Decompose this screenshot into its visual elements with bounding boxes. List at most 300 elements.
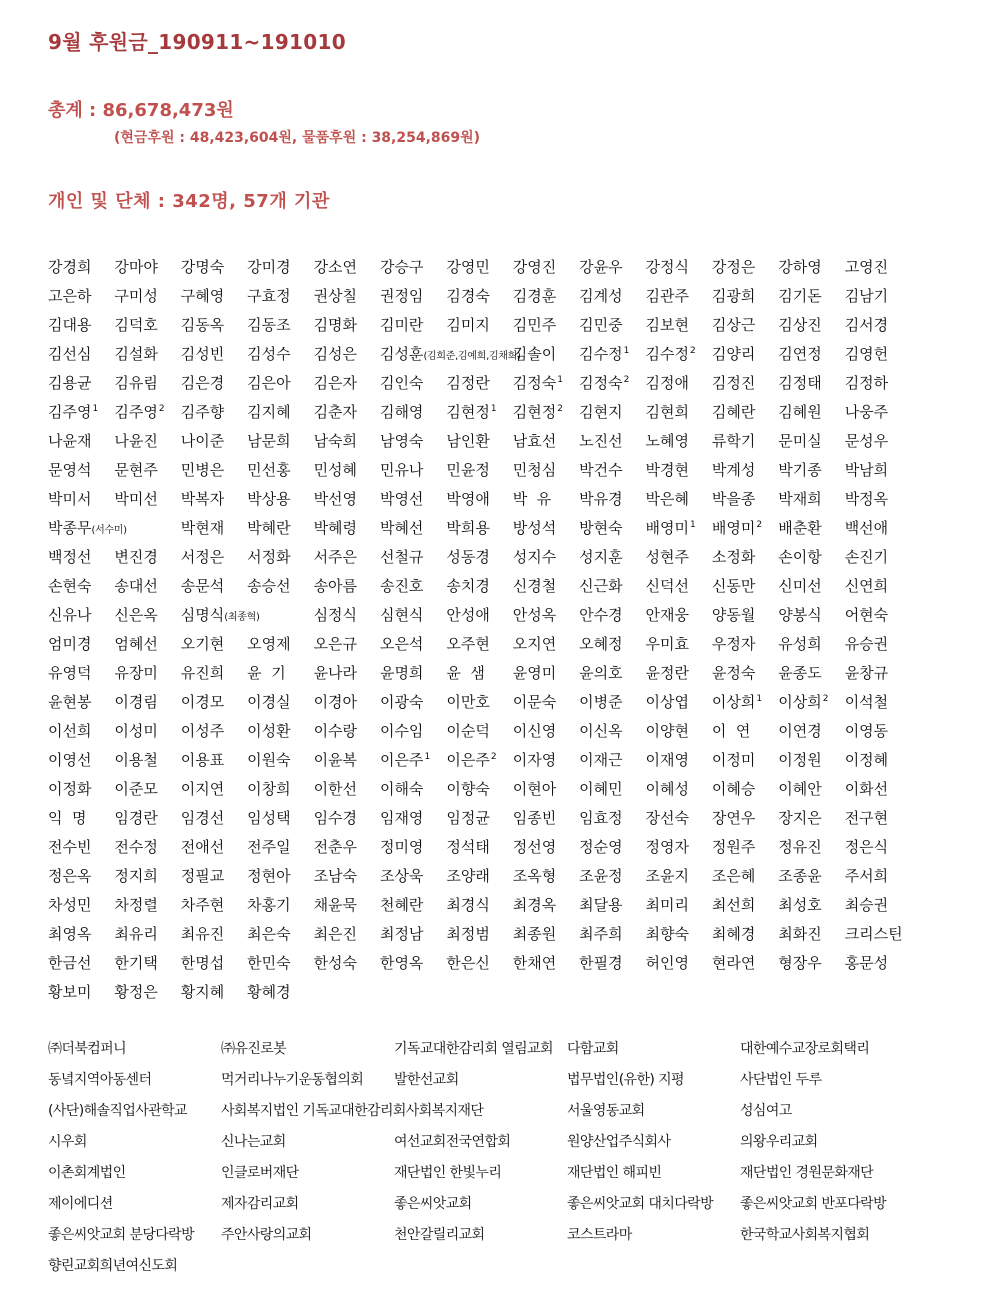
donor-name-text: 민유나 [379, 461, 424, 479]
donor-name-text: 이화선 [844, 780, 889, 798]
donor-name-text: 남숙희 [313, 432, 358, 450]
donor-name [181, 514, 247, 543]
donor-name [646, 427, 712, 456]
donor-name-text: 박선영 [313, 490, 358, 508]
donor-name-text: 정영자 [645, 838, 689, 856]
donor-name [314, 659, 380, 688]
donor-name-text: 임경란 [114, 809, 158, 827]
donor-name [380, 253, 446, 282]
donor-name [513, 601, 579, 630]
donor-name [446, 398, 512, 427]
donor-name-text: 김성수 [247, 345, 291, 363]
donor-name-text: 전애선 [180, 838, 225, 856]
donor-name [380, 601, 446, 630]
donor-name [181, 717, 247, 746]
donor-name-text: 손현숙 [48, 577, 92, 595]
donor-name-text: 박영애 [446, 490, 490, 508]
donor-name-text: 조남숙 [313, 867, 358, 885]
donor-name-text: 강미경 [247, 258, 291, 276]
donor-name [114, 398, 180, 427]
donor-name-text: 김상진 [778, 316, 822, 334]
donor-index: 2 [756, 520, 763, 530]
donor-name [114, 282, 180, 311]
organization-name: 동녘지역아동센터 [48, 1072, 152, 1088]
donor-name-text: 김용균 [48, 374, 92, 392]
donor-name [314, 949, 380, 978]
donor-name-text: 김주영 [114, 403, 158, 421]
donor-name-text: 장지은 [778, 809, 822, 827]
donor-index: 1 [557, 375, 563, 385]
donor-name [114, 630, 180, 659]
donor-name-text: 구효정 [247, 287, 291, 305]
donor-name [513, 369, 579, 398]
donor-name [646, 746, 712, 775]
organization-name: 대한예수교장로회택리 [740, 1041, 870, 1057]
donor-name-text: 김춘자 [313, 403, 358, 421]
donor-name-text: 최승권 [844, 896, 889, 914]
donor-name-text: 천혜란 [379, 896, 424, 914]
donor-name-text: 강명숙 [180, 258, 225, 276]
donor-name [778, 282, 844, 311]
donor-name-text: 성지훈 [579, 548, 623, 566]
donor-name [646, 833, 712, 862]
donor-name-text: 이자영 [512, 751, 557, 769]
donor-name [181, 572, 247, 601]
donor-name [712, 688, 778, 717]
donor-name-text: 강정식 [645, 258, 689, 276]
donor-name-text: 박재희 [778, 490, 822, 508]
donor-name [114, 369, 180, 398]
donor-name [778, 369, 844, 398]
donor-name [114, 920, 180, 949]
donor-name-text: 강소연 [313, 258, 358, 276]
donor-name [778, 514, 844, 543]
donor-name-text: 이원숙 [247, 751, 291, 769]
donor-name [845, 282, 911, 311]
donor-name-text: 배춘환 [778, 519, 822, 537]
donor-name-text: 김정진 [711, 374, 756, 392]
donor-name [778, 601, 844, 630]
donor-name [247, 311, 313, 340]
donor-name-text: 김덕호 [114, 316, 158, 334]
donor-name-text: 박정옥 [844, 490, 889, 508]
donor-name-text: 박종무 [48, 519, 92, 537]
donor-name [446, 543, 512, 572]
donor-name-text: 한성숙 [313, 954, 358, 972]
organization-name: 발한선교회 [394, 1072, 459, 1088]
donor-name-text: 고영진 [844, 258, 889, 276]
donor-name-text: 강경희 [48, 258, 92, 276]
donor-name [778, 949, 844, 978]
donor-name [845, 543, 911, 572]
organization-name: 기독교대한감리회 열림교회 [394, 1041, 553, 1057]
donor-name [247, 688, 313, 717]
donor-name-text: 조옥형 [512, 867, 557, 885]
donor-name [247, 282, 313, 311]
donor-name [579, 485, 645, 514]
donor-name-text: 나윤진 [114, 432, 158, 450]
donor-name-text: 안성애 [446, 606, 490, 624]
donor-name-text: 최경식 [446, 896, 490, 914]
donor-name [845, 775, 911, 804]
donor-name-text: 김해영 [379, 403, 424, 421]
donor-name [114, 253, 180, 282]
donor-name [712, 543, 778, 572]
donor-name [712, 340, 778, 369]
donor-name-text: 김정란 [446, 374, 490, 392]
donor-name [579, 833, 645, 862]
donor-name [513, 543, 579, 572]
donor-name [845, 862, 911, 891]
donor-name-text: 이성주 [180, 722, 225, 740]
organization-name: 시우회 [48, 1134, 87, 1150]
donor-name [114, 891, 180, 920]
donor-name-text: 엄미경 [48, 635, 92, 653]
donor-name [446, 688, 512, 717]
donor-name [314, 717, 380, 746]
donor-name-text: 이영선 [48, 751, 92, 769]
donor-name-text: 안수경 [579, 606, 623, 624]
donor-name [48, 775, 114, 804]
donor-name [712, 369, 778, 398]
donor-name-text: 이선희 [48, 722, 92, 740]
donor-name [114, 311, 180, 340]
donor-name-text: 이성미 [114, 722, 158, 740]
donor-name-text: 임성택 [247, 809, 291, 827]
donor-name-text: 김주향 [180, 403, 225, 421]
donor-name [579, 398, 645, 427]
donor-name [579, 804, 645, 833]
donor-name [380, 688, 446, 717]
donor-name [513, 862, 579, 891]
donor-name [114, 949, 180, 978]
donor-name-text: 조상욱 [379, 867, 424, 885]
donor-name-text: 윤정란 [645, 664, 689, 682]
donor-name-text: 최경옥 [512, 896, 557, 914]
donor-name-text: 유성희 [778, 635, 822, 653]
donor-name-text: 김민주 [512, 316, 557, 334]
donor-name [446, 659, 512, 688]
donor-name-text: 성동경 [446, 548, 490, 566]
donor-name [247, 456, 313, 485]
donor-name-text: 신연희 [844, 577, 889, 595]
donor-name [114, 659, 180, 688]
donor-name-text: 나윤재 [48, 432, 92, 450]
donor-name-text: 박복자 [180, 490, 225, 508]
donor-name [181, 543, 247, 572]
donor-name-text: 최정남 [379, 925, 424, 943]
donor-name-text: 이향숙 [446, 780, 490, 798]
donor-name [380, 949, 446, 978]
donor-name [48, 398, 114, 427]
donor-name [48, 282, 114, 311]
donor-name [778, 804, 844, 833]
donor-name-text: 송승선 [247, 577, 291, 595]
donor-name [712, 572, 778, 601]
donor-name [181, 369, 247, 398]
donor-name [446, 311, 512, 340]
donor-name-text: 유진희 [180, 664, 225, 682]
donor-name-text: 구혜영 [180, 287, 225, 305]
donor-index: 2 [690, 346, 696, 356]
donor-name [181, 775, 247, 804]
organization-name: 재단법인 경원문화재단 [740, 1165, 874, 1181]
donor-name-text: 오지연 [512, 635, 557, 653]
donor-name-text: 김동조 [247, 316, 291, 334]
donor-note: (서수미) [91, 525, 127, 536]
donor-name [48, 978, 114, 1007]
organization-name: 사회복지법인 기독교대한감리회사회복지재단 [221, 1103, 484, 1119]
donor-name-text: 김동옥 [180, 316, 225, 334]
donor-name-text: 전춘우 [313, 838, 358, 856]
donor-name [646, 311, 712, 340]
donor-name [579, 282, 645, 311]
donor-name-text: 류학기 [711, 432, 756, 450]
donor-name [446, 891, 512, 920]
donor-name-text: 정미영 [379, 838, 424, 856]
donor-name [513, 833, 579, 862]
donor-name [513, 398, 579, 427]
donor-name [579, 311, 645, 340]
donor-name [181, 804, 247, 833]
donor-name-text: 한채연 [512, 954, 557, 972]
donor-name-text: 김성빈 [180, 345, 225, 363]
donor-name [247, 717, 313, 746]
donor-name [380, 891, 446, 920]
donor-name [513, 514, 579, 543]
donor-name [446, 775, 512, 804]
donor-name [646, 804, 712, 833]
organization-name: ㈜더북컴퍼니 [48, 1041, 127, 1057]
donor-name-text: 강정은 [711, 258, 756, 276]
donor-name [579, 630, 645, 659]
donor-name [778, 253, 844, 282]
donor-name [646, 688, 712, 717]
donor-index: 1 [92, 404, 99, 414]
donor-name [48, 804, 114, 833]
donor-name [845, 601, 911, 630]
donor-name [513, 659, 579, 688]
donor-name-text: 한민숙 [247, 954, 291, 972]
donor-name [380, 920, 446, 949]
donor-name-text: 조양래 [446, 867, 490, 885]
donor-name [646, 717, 712, 746]
donor-name-text: 김영헌 [844, 345, 889, 363]
donor-index: 1 [690, 520, 696, 530]
donor-name-text: 변진경 [114, 548, 158, 566]
donor-name [579, 253, 645, 282]
donor-name [712, 717, 778, 746]
donor-name [446, 804, 512, 833]
donor-name-text: 김경숙 [446, 287, 490, 305]
donor-name-text: 이만호 [446, 693, 490, 711]
donor-name [579, 427, 645, 456]
donor-name-text: 김정숙 [579, 374, 623, 392]
donor-name [845, 340, 911, 369]
donor-name-text: 윤의호 [579, 664, 623, 682]
donor-name-text: 송치경 [446, 577, 490, 595]
donor-name [446, 253, 512, 282]
donor-index: 2 [623, 375, 630, 385]
donor-name [380, 514, 446, 543]
donor-name-text: 장선숙 [645, 809, 689, 827]
donor-name-text: 이신영 [512, 722, 557, 740]
donor-name [181, 862, 247, 891]
donor-name-text: 강영진 [512, 258, 557, 276]
donor-name-text: 정은식 [844, 838, 889, 856]
donor-name [712, 253, 778, 282]
donor-name [247, 543, 313, 572]
donor-name-text: 이한선 [313, 780, 358, 798]
donor-name [114, 543, 180, 572]
donor-name-text: 문성우 [844, 432, 889, 450]
donor-name-text: 윤현봉 [48, 693, 92, 711]
donor-name-text: 문현주 [114, 461, 158, 479]
donor-name [778, 340, 844, 369]
donor-name-text: 최달용 [579, 896, 623, 914]
donor-name-text: 한영옥 [379, 954, 424, 972]
donor-name-text: 김수정 [579, 345, 623, 363]
donor-name-text: 김현지 [579, 403, 623, 421]
donor-name-text: 김혜원 [778, 403, 822, 421]
donor-name-text: 이상엽 [645, 693, 689, 711]
donor-name [845, 688, 911, 717]
donor-name-text: 박기종 [778, 461, 822, 479]
donor-name [845, 253, 911, 282]
donor-name [579, 862, 645, 891]
donor-name-text: 이혜민 [579, 780, 623, 798]
donor-name-list [48, 253, 928, 1007]
donor-name-text: 유영덕 [48, 664, 92, 682]
donor-name-text: 김계성 [579, 287, 623, 305]
donor-name [380, 369, 446, 398]
donor-name-text: 박미선 [114, 490, 158, 508]
donor-name-text: 윤종도 [778, 664, 822, 682]
donor-name-text: 정석태 [446, 838, 490, 856]
donor-name-text: 김은자 [313, 374, 358, 392]
donor-name [646, 398, 712, 427]
donor-name-text: 임정균 [446, 809, 490, 827]
organization-name: 다함교회 [567, 1041, 619, 1057]
donor-name-text: 이연경 [778, 722, 822, 740]
donor-name [845, 485, 911, 514]
donor-name [446, 369, 512, 398]
donor-name-text: 이문숙 [512, 693, 557, 711]
donor-name [646, 253, 712, 282]
donor-name [48, 833, 114, 862]
donor-name [247, 949, 313, 978]
donor-name-text: 이혜승 [711, 780, 756, 798]
donor-name-text: 배영미 [645, 519, 689, 537]
donor-name [646, 601, 712, 630]
donor-name-text: 박남희 [844, 461, 889, 479]
donor-name [380, 427, 446, 456]
donor-name-text: 오은석 [379, 635, 424, 653]
donor-name-text: 이해숙 [379, 780, 424, 798]
donor-name-text: 조윤지 [645, 867, 689, 885]
donor-name-text: 박은혜 [645, 490, 689, 508]
donor-name [778, 891, 844, 920]
donor-name-text: 나이준 [180, 432, 225, 450]
donor-name-text: 선철규 [379, 548, 424, 566]
donor-name-text: 황혜경 [247, 983, 291, 1001]
donor-name [513, 630, 579, 659]
donor-name-text: 김현정 [512, 403, 557, 421]
donor-name-text: 김주영 [48, 403, 92, 421]
donor-name-text: 김정하 [844, 374, 889, 392]
donor-name [513, 311, 579, 340]
donor-name [646, 775, 712, 804]
donor-name-text: 노진선 [579, 432, 623, 450]
donor-name [712, 398, 778, 427]
donor-name-text: 김성은 [313, 345, 358, 363]
donor-name [513, 340, 579, 369]
donor-name-text: 전구현 [844, 809, 889, 827]
donor-name [380, 572, 446, 601]
donor-name [380, 659, 446, 688]
donor-name [712, 746, 778, 775]
donor-name [48, 630, 114, 659]
donor-name [646, 949, 712, 978]
donor-name-text: 전수정 [114, 838, 158, 856]
donor-name [513, 282, 579, 311]
donor-name [114, 717, 180, 746]
donor-name-text: 황지혜 [180, 983, 225, 1001]
donor-name [181, 427, 247, 456]
donor-name [845, 659, 911, 688]
organization-name: 법무법인(유한) 지평 [567, 1072, 684, 1088]
organization-name: 신나는교회 [221, 1134, 286, 1150]
donor-name-text: 정현아 [247, 867, 291, 885]
donor-name [114, 340, 180, 369]
donor-name-text: 김명화 [313, 316, 358, 334]
donor-name-text: 김양리 [711, 345, 756, 363]
donor-name-text: 전주일 [247, 838, 291, 856]
donor-name-text: 박혜령 [313, 519, 358, 537]
donor-name-text: 최유리 [114, 925, 158, 943]
donor-name-text: 최향숙 [645, 925, 689, 943]
donor-name-text: 이윤복 [313, 751, 358, 769]
donor-name-text: 민청심 [512, 461, 557, 479]
donor-name [646, 543, 712, 572]
donor-name [845, 369, 911, 398]
donor-name-text: 안성옥 [512, 606, 557, 624]
donor-name-text: 송문석 [180, 577, 225, 595]
organization-name: 성심여고 [740, 1103, 792, 1119]
donor-name-text: 윤영미 [512, 664, 557, 682]
donor-name-text: 이경모 [180, 693, 225, 711]
donor-name [579, 775, 645, 804]
donor-name-text: 이병준 [579, 693, 623, 711]
donor-name [446, 920, 512, 949]
donor-name-text: 이광숙 [379, 693, 424, 711]
donor-name-text: 남인환 [446, 432, 490, 450]
donor-name-text: 전수빈 [48, 838, 92, 856]
donor-name [778, 659, 844, 688]
organization-name: ㈜유진로봇 [221, 1041, 287, 1057]
donor-name-text: 박계성 [711, 461, 756, 479]
organization-name: 원양산업주식회사 [567, 1134, 671, 1150]
donor-name-text: 이정혜 [844, 751, 889, 769]
donor-name-text: 김설화 [114, 345, 158, 363]
donor-name [446, 746, 512, 775]
organization-name: 여선교회전국연합회 [394, 1134, 511, 1150]
donor-name [446, 456, 512, 485]
donor-name [181, 630, 247, 659]
donor-name-text: 신유나 [48, 606, 92, 624]
donor-name [845, 630, 911, 659]
donor-name [446, 862, 512, 891]
